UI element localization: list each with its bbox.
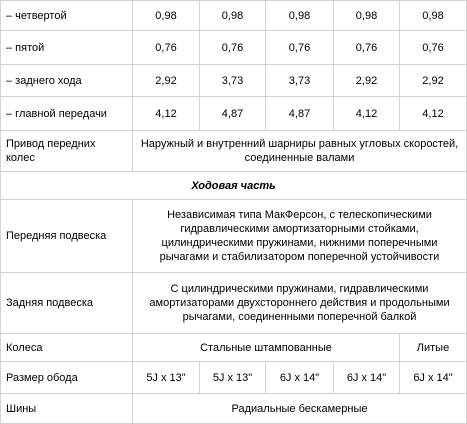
row-label: Привод передних колес [1,131,133,172]
table-cell: 0,98 [266,1,334,31]
table-row-reverse-gear [1,65,467,97]
table-cell: 0,76 [400,31,467,65]
row-label: Шины [1,394,133,424]
row-label: – главной передачи [1,97,133,131]
row-label: Передняя подвеска [1,200,133,273]
table-cell: 4,87 [200,97,266,131]
table-cell: 0,76 [200,31,266,65]
table-cell: 4,87 [266,97,334,131]
table-cell-wide: С цилиндрическими пружинами, гидравлическими амортизаторами двухстороннего действия и продольными рычагами, соединенными поперечной балкой [133,273,467,334]
table-cell: 5J x 13" [133,362,200,394]
table-cell: 0,76 [334,31,400,65]
table-row-drive [1,131,467,172]
table-cell-wide: Наружный и внутренний шарниры равных угловых скоростей, соединенные валами [133,131,467,172]
table-cell: 0,76 [133,31,200,65]
section-header-row [1,172,467,200]
table-row-gear-5 [1,31,467,65]
table-cell: 4,12 [133,97,200,131]
table-row-tires [1,394,467,424]
table-cell: 2,92 [334,65,400,97]
table-row-gear-4 [1,1,467,31]
table-cell-stamped: Стальные штампованные [133,334,400,362]
table-row-final-drive [1,97,467,131]
row-label: Задняя подвеска [1,273,133,334]
table-cell: 2,92 [133,65,200,97]
table-cell: 3,73 [266,65,334,97]
table-row-rim-size [1,362,467,394]
table-cell: 0,98 [133,1,200,31]
row-label: – заднего хода [1,65,133,97]
table-row-wheels [1,334,467,362]
table-cell-cast: Литые [400,334,467,362]
row-label: – четвертой [1,1,133,31]
table-cell: 6J x 14" [266,362,334,394]
table-cell: 0,98 [200,1,266,31]
row-label: Колеса [1,334,133,362]
table-cell: 6J x 14" [334,362,400,394]
table-cell: 4,12 [334,97,400,131]
table-cell: 3,73 [200,65,266,97]
table-cell: 6J x 14" [400,362,467,394]
table-row-front-suspension [1,200,467,273]
table-cell: 4,12 [400,97,467,131]
table-cell: 0,98 [334,1,400,31]
section-title: Ходовая часть [1,172,467,200]
table-row-rear-suspension [1,273,467,334]
table-cell-wide: Радиальные бескамерные [133,394,467,424]
table-cell: 0,76 [266,31,334,65]
table-cell-wide: Независимая типа МакФерсон, с телескопическими гидравлическими амортизаторными стойками, цилиндрическими пружинами, нижними поперечными рычагами и стабилизатором поперечной устойчивости [133,200,467,273]
table-cell: 0,98 [400,1,467,31]
row-label: – пятой [1,31,133,65]
table-cell: 5J x 13" [200,362,266,394]
row-label: Размер обода [1,362,133,394]
table-cell: 2,92 [400,65,467,97]
